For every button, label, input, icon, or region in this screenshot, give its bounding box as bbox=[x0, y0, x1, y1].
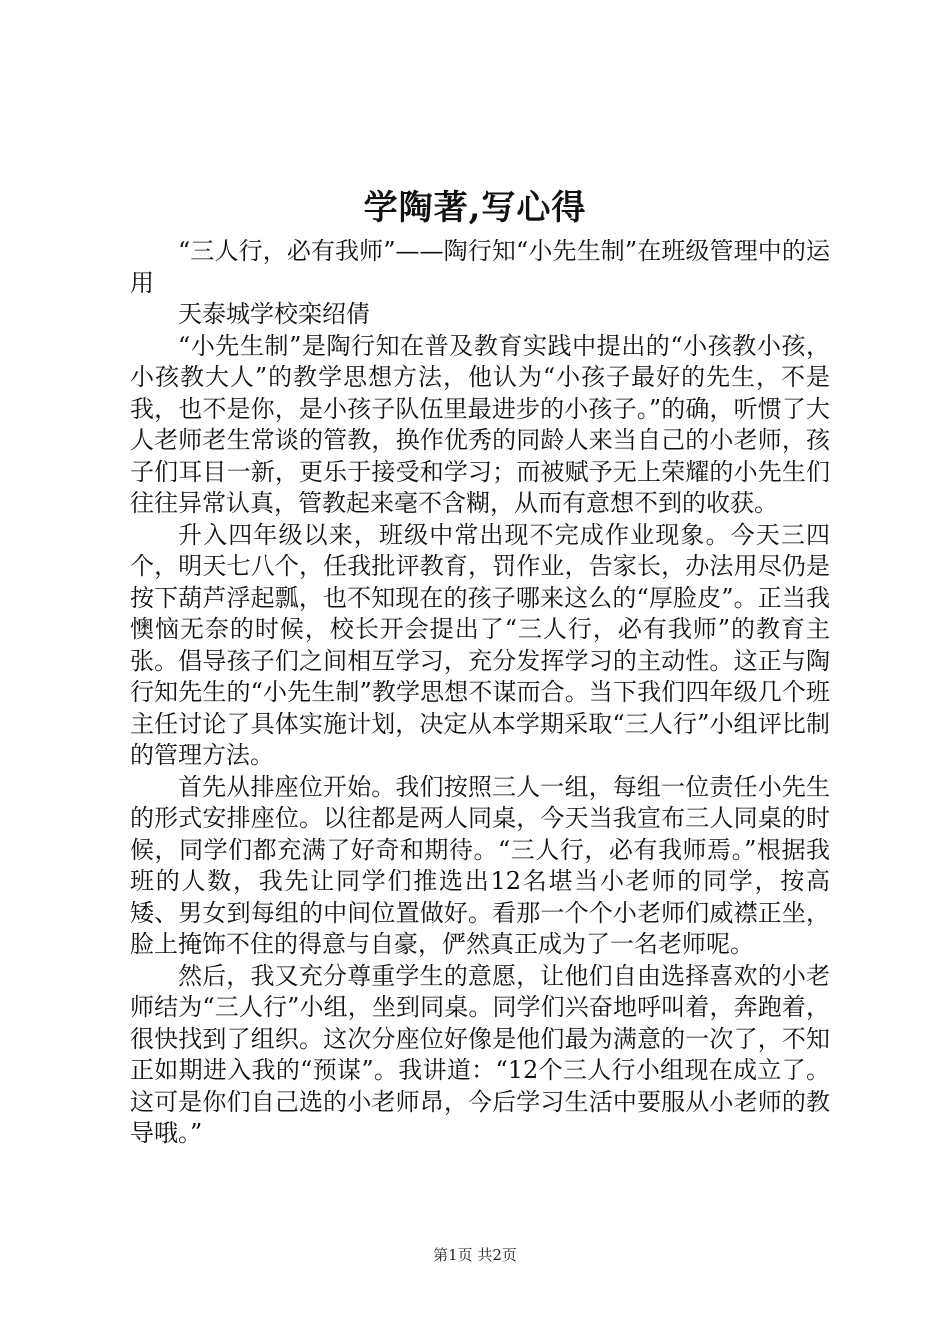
subtitle-paragraph: “三人行，必有我师”——陶行知“小先生制”在班级管理中的运用 bbox=[130, 237, 830, 297]
body-paragraph: 首先从排座位开始。我们按照三人一组，每组一位责任小先生的形式安排座位。以往都是两人同桌，今天当我宣布三人同桌的时候，同学们都充满了好奇和期待。“三人行，必有我师焉。”根据我班的人数，我先让同学们推选出12名堪当小老师的同学，按高矮、男女到每组的中间位置做好。看那一个个小老师们威襟正坐，脸上掩饰不住的得意与自豪，俨然真正成为了一名老师呢。 bbox=[130, 772, 830, 958]
document-title: 学陶著,写心得 bbox=[363, 188, 587, 228]
author-line: 天泰城学校栾绍倩 bbox=[178, 300, 370, 328]
body-paragraph: 然后，我又充分尊重学生的意愿，让他们自由选择喜欢的小老师结为“三人行”小组，坐到同桌。同学们兴奋地呼叫着，奔跑着，很快找到了组织。这次分座位好像是他们最为满意的一次了，不知正如期进入我的“预谋”。我讲道：“12个三人行小组现在成立了。这可是你们自己选的小老师昂，今后学习生活中要服从小老师的教导哦。” bbox=[130, 961, 830, 1147]
body-paragraph: “小先生制”是陶行知在普及教育实践中提出的“小孩教小孩，小孩教大人”的教学思想方法，他认为“小孩子最好的先生，不是我，也不是你，是小孩子队伍里最进步的小孩子。”的确，听惯了大人老师老生常谈的管教，换作优秀的同龄人来当自己的小老师，孩子们耳目一新，更乐于接受和学习；而被赋予无上荣耀的小先生们往往异常认真，管教起来毫不含糊，从而有意想不到的收获。 bbox=[130, 331, 830, 517]
body-paragraph: 升入四年级以来，班级中常出现不完成作业现象。今天三四个，明天七八个，任我批评教育，罚作业，告家长，办法用尽仍是按下葫芦浮起瓢，也不知现在的孩子哪来这么的“厚脸皮”。正当我懊恼无奈的时候，校长开会提出了“三人行，必有我师”的教育主张。倡导孩子们之间相互学习，充分发挥学习的主动性。这正与陶行知先生的“小先生制”教学思想不谋而合。当下我们四年级几个班主任讨论了具体实施计划，决定从本学期采取“三人行”小组评比制的管理方法。 bbox=[130, 520, 830, 769]
page-number-footer: 第1页 共2页 bbox=[433, 1246, 517, 1264]
document-body bbox=[130, 236, 830, 1150]
